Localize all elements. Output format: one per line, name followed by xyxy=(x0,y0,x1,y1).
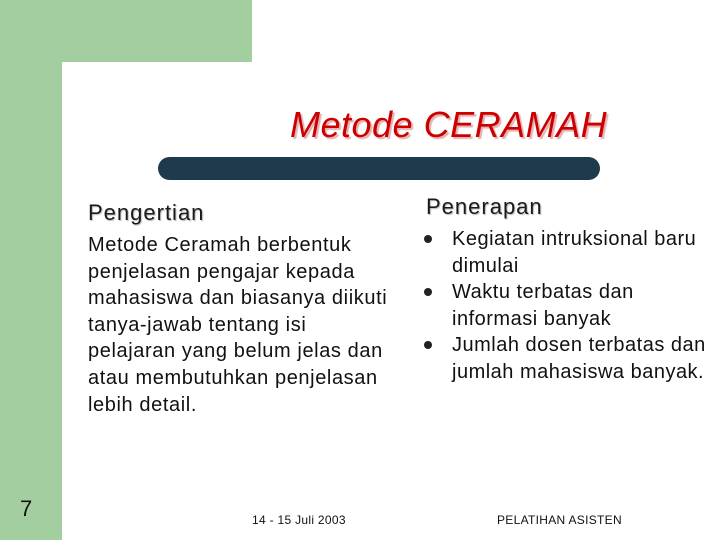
top-decor-band xyxy=(0,0,252,62)
heading-penerapan: Penerapan xyxy=(426,194,543,219)
left-decor-band xyxy=(0,0,62,540)
list-item xyxy=(420,279,710,332)
list-item-text: Jumlah dosen terbatas dan jumlah mahasiswa banyak. xyxy=(452,334,706,383)
footer-date: 14 - 15 Juli 2003 xyxy=(252,513,346,527)
definition-text: Metode Ceramah berbentuk penjelasan pengajar kepada mahasiswa dan biasanya diikuti tanya-jawab tentang isi pelajaran yang belum jelas dan atau membutuhkan penjelasan lebih detail. xyxy=(88,234,388,416)
heading-pengertian: Pengertian xyxy=(88,200,205,225)
footer-organization: PELATIHAN ASISTEN xyxy=(497,513,622,527)
list-item-text: Kegiatan intruksional baru dimulai xyxy=(452,228,697,277)
list-item xyxy=(420,226,710,279)
page-number: 7 xyxy=(20,496,33,521)
title-divider-bar xyxy=(158,157,600,180)
slide-title: Metode CERAMAH xyxy=(290,104,608,145)
list-item xyxy=(420,332,710,385)
list-item-text: Waktu terbatas dan informasi banyak xyxy=(452,281,634,330)
bullet-icon xyxy=(424,235,432,243)
bullet-icon xyxy=(424,341,432,349)
application-list xyxy=(420,226,710,386)
bullet-icon xyxy=(424,288,432,296)
